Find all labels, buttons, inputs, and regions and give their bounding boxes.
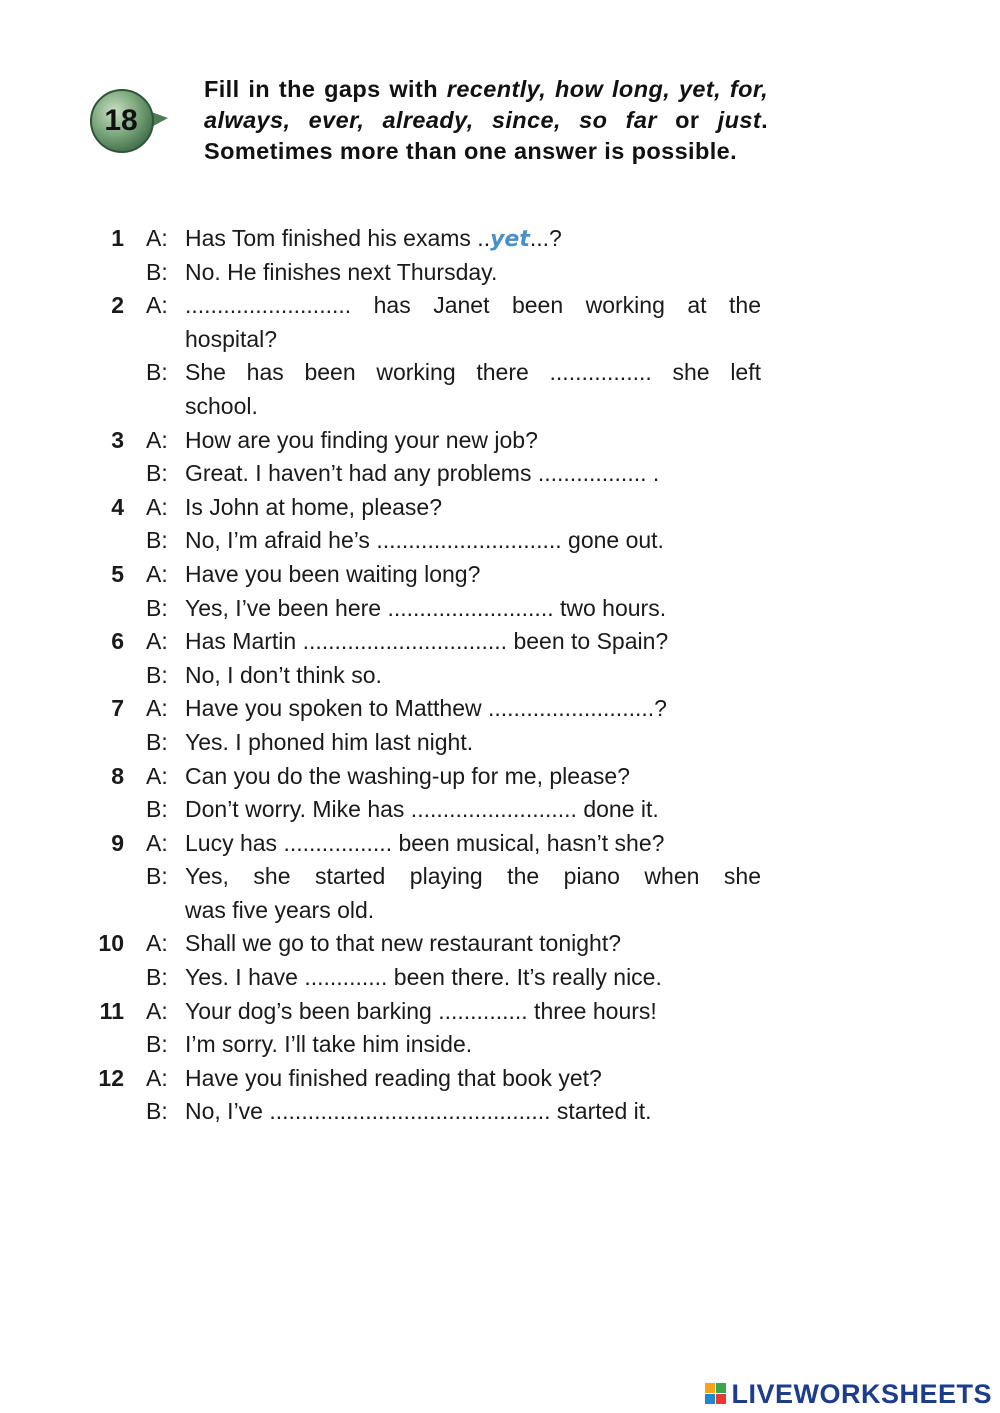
instruction-text: or [656,107,718,133]
speaker-label: B: [146,594,168,621]
exercise-number: 18 [104,104,138,137]
item-number: 6 [111,628,124,655]
dialogue-text[interactable]: She has been working there ................ she left [185,359,761,386]
dialogue-line [0,457,1000,491]
dialogue-line [0,289,1000,323]
logo-squares-icon [705,1383,727,1405]
speaker-label: A: [146,762,168,789]
logo-square [705,1383,715,1393]
instruction-text: . Sometimes more than one answer is possible. [204,107,768,164]
dialogue-line [0,760,1000,794]
exercise-instruction [204,74,768,167]
dialogue-line [0,793,1000,827]
dialogue-text: No, I don’t think so. [185,661,382,688]
dialogue-line [0,558,1000,592]
dialogue-line [0,894,1000,928]
speaker-label: B: [146,661,168,688]
dialogue-line [0,592,1000,626]
dialogue-line [0,860,1000,894]
dialogue-text[interactable]: Have you spoken to Matthew ..........................? [185,695,667,722]
dialogue-text: Shall we go to that new restaurant tonight? [185,930,622,957]
speaker-label: A: [146,628,168,655]
exercise-items [0,222,1000,1129]
dialogue-text[interactable]: .......................... has Janet been working at the [185,292,761,319]
item-number: 3 [111,426,124,453]
gap-answer[interactable]: yet [490,227,530,252]
item-number: 11 [99,997,124,1024]
dialogue-text: Is John at home, please? [185,493,442,520]
dialogue-line [0,827,1000,861]
dialogue-line [0,323,1000,357]
speaker-label: A: [146,493,168,520]
dialogue-line [0,524,1000,558]
speaker-label: B: [146,863,168,890]
dialogue-line [0,222,1000,256]
dialogue-text[interactable]: Yes. I have ............. been there. It’s really nice. [185,964,662,991]
dialogue-text: Yes, she started playing the piano when she [185,863,761,890]
dialogue-line [0,491,1000,525]
speaker-label: A: [146,1064,168,1091]
logo-square [716,1394,726,1404]
dialogue-line [0,424,1000,458]
dialogue-line [0,995,1000,1029]
speaker-label: A: [146,225,168,251]
speaker-label: B: [146,728,168,755]
dialogue-text[interactable]: Yes, I’ve been here .......................... two hours. [185,594,667,621]
instruction-word-list: recently, how long, yet, for, always, ever, already, since, so far [204,76,769,133]
dialogue-line [0,1062,1000,1096]
item-number: 1 [111,225,124,251]
speaker-label: B: [146,258,168,285]
speaker-label: B: [146,359,168,386]
dialogue-text: was five years old. [185,896,375,923]
speaker-label: A: [146,997,168,1024]
item-number: 8 [111,762,124,789]
speaker-label: B: [146,460,168,487]
dialogue-text[interactable]: Lucy has ................. been musical, hasn’t she? [185,829,665,856]
dialogue-text: Have you finished reading that book yet? [185,1064,602,1091]
liveworksheets-logo [705,1378,992,1410]
dialogue-text: No. He finishes next Thursday. [185,258,498,285]
dialogue-line [0,659,1000,693]
dialogue-text[interactable]: Has Martin ................................ been to Spain? [185,628,669,655]
dialogue-text: hospital? [185,325,278,352]
speaker-label: A: [146,292,168,319]
speaker-label: B: [146,1098,168,1125]
item-number: 2 [111,292,124,319]
dialogue-text: school. [185,392,258,419]
item-number: 12 [98,1064,124,1091]
dialogue-text: Can you do the washing-up for me, please? [185,762,630,789]
dialogue-text[interactable]: Don’t worry. Mike has .......................... done it. [185,796,659,823]
dialogue-line [0,356,1000,390]
dialogue-line [0,625,1000,659]
dialogue-text: Yes. I phoned him last night. [185,728,474,755]
speaker-label: B: [146,527,168,554]
dialogue-line [0,1028,1000,1062]
dialogue-line [0,927,1000,961]
dialogue-text[interactable]: No, I’ve ............................................ started it. [185,1098,652,1125]
item-number: 7 [111,695,124,722]
dialogue-line [0,256,1000,290]
speaker-label: A: [146,930,168,957]
item-number: 4 [111,493,124,520]
dialogue-text[interactable]: No, I’m afraid he’s ............................. gone out. [185,527,664,554]
speaker-label: B: [146,964,168,991]
dialogue-line [0,961,1000,995]
dialogue-text [185,222,761,257]
dialogue-line [0,1095,1000,1129]
instruction-word: just [717,107,762,133]
dialogue-text[interactable]: Your dog’s been barking .............. three hours! [185,997,657,1024]
speaker-label: A: [146,426,168,453]
logo-square [705,1394,715,1404]
dialogue-text: Have you been waiting long? [185,560,481,587]
item-number: 9 [111,829,124,856]
dialogue-text: I’m sorry. I’ll take him inside. [185,1031,473,1058]
dialogue-text: How are you finding your new job? [185,426,538,453]
dialogue-line [0,390,1000,424]
exercise-number-badge [88,80,170,162]
speaker-label: A: [146,829,168,856]
item-number: 10 [98,930,124,957]
item-number: 5 [111,560,124,587]
logo-square [716,1383,726,1393]
speaker-label: A: [146,560,168,587]
instruction-text: Fill in the gaps with [204,76,447,102]
dialogue-line [0,692,1000,726]
dialogue-line [0,726,1000,760]
logo-text: LIVEWORKSHEETS [731,1378,992,1409]
speaker-label: B: [146,796,168,823]
text-before-gap: Has Tom finished his exams .. [185,225,491,251]
dialogue-text[interactable]: Great. I haven’t had any problems ................. . [185,460,660,487]
speaker-label: B: [146,1031,168,1058]
text-after-gap: ...? [529,225,562,251]
speaker-label: A: [146,695,168,722]
